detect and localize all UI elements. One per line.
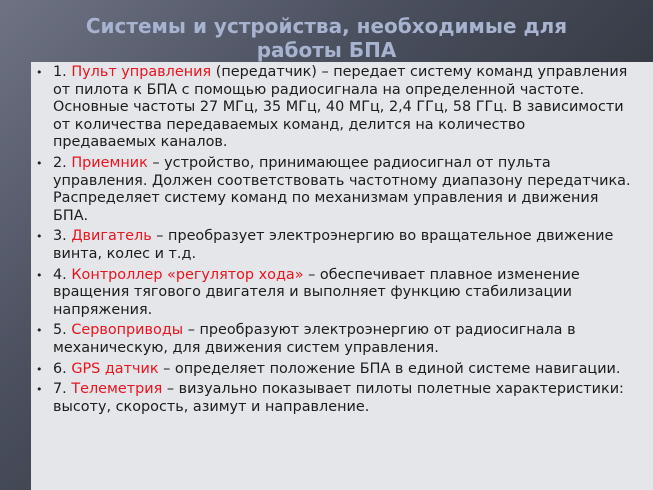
- item-term: Двигатель: [71, 228, 152, 245]
- item-description: – определяет положение БПА в единой системе навигации.: [158, 360, 621, 377]
- item-term: Пульт управления: [71, 64, 212, 80]
- item-number: 6.: [53, 360, 72, 377]
- item-number: 3.: [53, 228, 72, 245]
- list-item: [31, 322, 631, 357]
- item-description: – обеспечивает плавное изменение вращения тягового двигателя и выполняет функцию стабилизации напряжения.: [53, 266, 580, 318]
- bullet-icon: •: [36, 383, 43, 397]
- item-description: – визуально показывает пилоты полетные характеристики: высоту, скорость, азимут и направление.: [53, 381, 624, 415]
- item-description: – преобразуют электроэнергию от радиосигнала в механическую, для движения систем управления.: [53, 322, 576, 356]
- list-item: [31, 155, 631, 225]
- item-term: Телеметрия: [71, 381, 163, 398]
- item-number: 7.: [53, 381, 72, 398]
- item-term: Сервоприводы: [71, 322, 184, 339]
- list-item: [31, 267, 631, 320]
- item-term: Приемник: [71, 154, 148, 171]
- bullet-icon: •: [36, 230, 43, 244]
- content-box: [31, 62, 653, 490]
- slide-title-line-1: Системы и устройства, необходимые для: [85, 14, 568, 38]
- slide-title: [0, 14, 653, 62]
- bullet-icon: •: [36, 156, 43, 170]
- list-item: [31, 64, 631, 152]
- item-number: 5.: [53, 322, 72, 339]
- bullet-icon: •: [36, 324, 43, 338]
- item-term: GPS датчик: [71, 360, 159, 377]
- item-number: 4.: [53, 266, 72, 283]
- list-item: [31, 361, 631, 379]
- item-number: 2.: [53, 154, 72, 171]
- bullet-icon: •: [36, 362, 43, 376]
- list-item: [31, 228, 631, 263]
- item-description: (передатчик) – передает систему команд управления от пилота к БПА с помощью радиосигнала на определенной частоте. Основные частоты 27 МГц, 35 МГц, 40 МГц, 2,4 ГГц, 58 ГГц. В зависимости от количества передаваемых команд, делится на количество предаваемых каналов.: [53, 64, 628, 151]
- item-term: Контроллер «регулятор хода»: [71, 266, 304, 283]
- slide-title-line-2: работы БПА: [256, 38, 397, 62]
- bullet-icon: •: [36, 268, 43, 282]
- item-number: 1.: [53, 64, 72, 80]
- bullet-icon: •: [36, 66, 43, 79]
- list-item: [31, 381, 631, 416]
- item-description: – устройство, принимающее радиосигнал от пульта управления. Должен соответствовать частотному диапазону передатчика. Распределяет систему команд по механизмам управления и движения БПА.: [53, 154, 631, 224]
- item-description: – преобразует электроэнергию во вращательное движение винта, колес и т.д.: [53, 228, 614, 262]
- bullet-list: [31, 64, 631, 419]
